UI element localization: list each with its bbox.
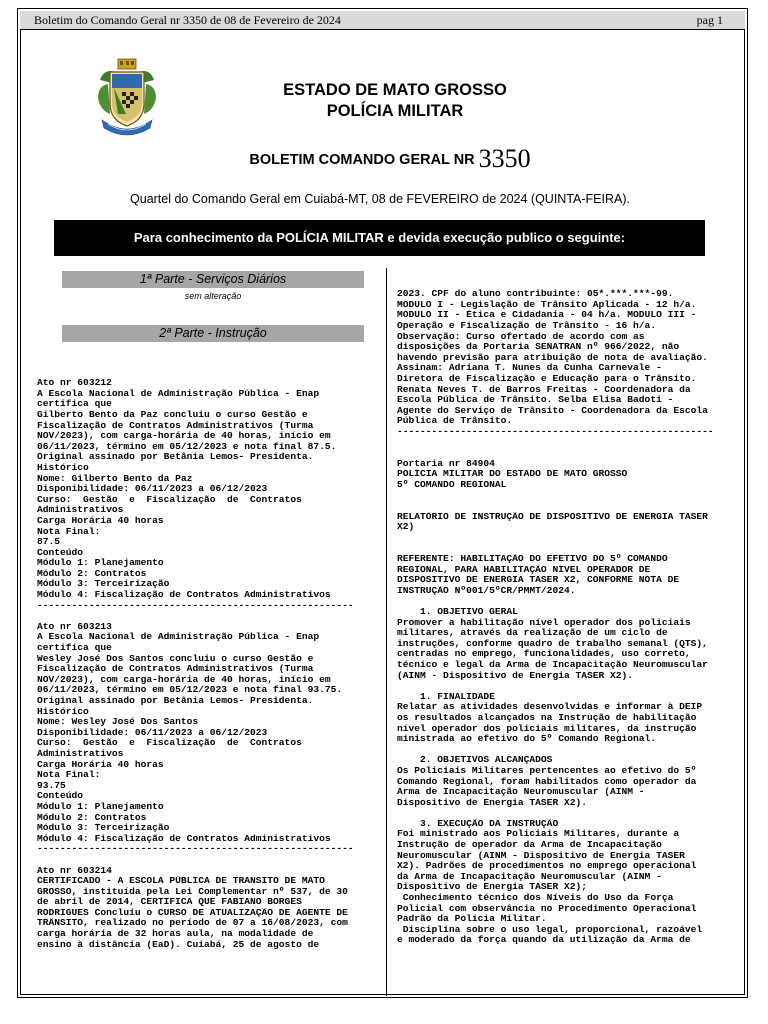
text-line: carga horária de 32 horas aula, na modalidade de xyxy=(37,929,314,940)
text-line: Módulo 2: Contratos xyxy=(37,568,147,579)
text-line: Módulo 2: Contratos xyxy=(37,812,147,823)
text-line: 2. OBJETIVOS ALCANÇADOS xyxy=(397,755,553,766)
text-line: Gilberto Bento da Paz concluiu o curso Gestão e xyxy=(37,409,308,420)
text-line: Nota Final: xyxy=(37,770,101,781)
bulletin-reference: Boletim do Comando Geral nr 3350 de 08 de Fevereiro de 2024 xyxy=(34,13,341,27)
text-line xyxy=(397,490,714,501)
text-line: Curso: Gestão e Fiscalização de Contratos xyxy=(37,494,302,505)
text-line: X2). Padrões de procedimentos no emprego operacional xyxy=(397,861,697,872)
text-line: 2023. CPF do aluno contribuinte: 05*.***.***-99. xyxy=(397,289,674,300)
text-line: Neuromuscular (AINM - Dispositivo de Energia TASER xyxy=(397,850,685,861)
text-line: ensino à distância (EaD). Cuiabá, 25 de agosto de xyxy=(37,939,320,950)
text-line: TRÂNSITO, realizado no período de 07 a 16/08/2023, com xyxy=(37,918,348,929)
text-line: Nome: Gilberto Bento da Paz xyxy=(37,473,193,484)
text-line: CERTIFICADO - A ESCOLA PÚBLICA DE TRANSITO DE MATO xyxy=(37,876,325,887)
text-line: Ato nr 603213 xyxy=(37,621,112,632)
text-line: MODULO II - Ética e Cidadania - 04 h/a. MODULO III - xyxy=(397,310,697,321)
text-line xyxy=(37,611,354,622)
text-line: Nome: Wesley José Dos Santos xyxy=(37,717,199,728)
text-line: Dispositivo de Energia TASER X2); xyxy=(397,882,587,893)
text-line: nível operador dos policiais militares, da instrução xyxy=(397,723,697,734)
text-line: 5º COMANDO REGIONAL xyxy=(397,479,507,490)
text-line xyxy=(37,855,354,866)
text-line: Observação: Curso ofertado de acordo com as xyxy=(397,331,645,342)
text-line: ministrada ao efetivo do 5º Comando Regional. xyxy=(397,734,657,745)
text-line: INSTRUÇÃO Nº001/5ºCR/PMMT/2024. xyxy=(397,585,576,596)
text-line: Renata Neves T. de Barros Freitas - Coordenadora da xyxy=(397,384,691,395)
page-header-bar xyxy=(20,11,745,30)
text-line: Módulo 1: Planejamento xyxy=(37,801,164,812)
text-line xyxy=(397,745,714,756)
text-line: 06/11/2023, término em 05/12/2023 e nota final 87.5. xyxy=(37,441,337,452)
text-line: A Escola Nacional de Administração Pública - Enap xyxy=(37,632,320,643)
right-column-text xyxy=(397,268,741,946)
text-line: Disciplina sobre o uso legal, proporcional, razoável xyxy=(397,924,703,935)
text-line: de abril de 2014, CERTIFICA QUE FABIANO BORGES xyxy=(37,897,302,908)
text-line: Módulo 3: Terceirização xyxy=(37,823,170,834)
text-line: Módulo 4: Fiscalização de Contratos Administrativos xyxy=(37,590,331,601)
text-line: Nota Final: xyxy=(37,526,101,537)
text-line: Original assinado por Betânia Lemos- Presidenta. xyxy=(37,452,314,463)
text-line: Wesley José Dos Santos concluiu o curso Gestão e xyxy=(37,653,314,664)
text-line: técnico e legal da Arma de Incapacitação Neuromuscular xyxy=(397,659,708,670)
text-line xyxy=(397,543,714,554)
page-number: pag 1 xyxy=(696,13,723,27)
text-line: Padrão da Polícia Militar. xyxy=(397,914,547,925)
text-line: 93.75 xyxy=(37,780,66,791)
text-line: instruções, conforme quadro de trabalho semanal (QTS), xyxy=(397,638,708,649)
text-line: Portaria nr 84904 xyxy=(397,458,495,469)
text-line: e moderado da força quando da utilização da Arma de xyxy=(397,935,691,946)
bulletin-label: BOLETIM COMANDO GERAL NR xyxy=(249,152,475,168)
text-line: Módulo 3: Terceirização xyxy=(37,579,170,590)
text-line: Operação e Fiscalização de Trânsito - 16 h/a. xyxy=(397,320,657,331)
text-line: REGIONAL, PARA HABILITAÇÃO NÍVEL OPERADOR DE xyxy=(397,564,651,575)
text-line: A Escola Nacional de Administração Pública - Enap xyxy=(37,388,320,399)
text-line: 06/11/2023, término em 05/12/2023 e nota final 93.75. xyxy=(37,685,343,696)
text-line: Histórico xyxy=(37,462,89,473)
text-line: disposições da Portaria SENATRAN nº 966/2022, não xyxy=(397,342,680,353)
text-line: Agente do Serviço de Trânsito - Coordenadora da Escola xyxy=(397,405,708,416)
text-line: NOV/2023), com carga-horária de 40 horas, início em xyxy=(37,431,331,442)
text-line: centradas no emprego, funcionalidades, uso correto, xyxy=(397,649,691,660)
text-line: Administrativos xyxy=(37,505,124,516)
text-line: GROSSO, instituída pela Lei Complementar nº 537, de 30 xyxy=(37,886,348,897)
text-line: Módulo 1: Planejamento xyxy=(37,558,164,569)
right-text-lines xyxy=(397,289,714,946)
text-line: certifica que xyxy=(37,399,112,410)
text-line: RODRIGUES Concluiu o CURSO DE ATUALIZAÇÃO DE AGENTE DE xyxy=(37,907,348,918)
text-line: Promover a habilitação nível operador dos policiais xyxy=(397,617,691,628)
part1-note: sem alteração xyxy=(184,291,242,301)
text-line: Fiscalização de Contratos Administrativos (Turma xyxy=(37,664,314,675)
text-line: Curso: Gestão e Fiscalização de Contratos xyxy=(37,738,302,749)
text-line xyxy=(397,448,714,459)
text-line xyxy=(397,501,714,512)
location-date-line: Quartel do Comando Geral em Cuiabá-MT, 08 de FEVEREIRO de 2024 (QUINTA-FEIRA). xyxy=(130,192,630,206)
text-line: Módulo 4: Fiscalização de Contratos Administrativos xyxy=(37,833,331,844)
text-line: os resultados alcançados na Instrução de habilitação xyxy=(397,712,697,723)
text-line: 87.5 xyxy=(37,537,61,548)
text-line: POLÍCIA MILITAR DO ESTADO DE MATO GROSSO xyxy=(397,469,628,480)
text-line: Policial com observância no Procedimento Operacional xyxy=(397,903,697,914)
bulletin-number: 3350 xyxy=(478,144,531,173)
institution-name: POLÍCIA MILITAR xyxy=(326,102,464,120)
text-line: Ato nr 603214 xyxy=(37,865,112,876)
text-line: Disponibilidade: 06/11/2023 a 06/12/2023 xyxy=(37,484,268,495)
text-line: 1. OBJETIVO GERAL xyxy=(397,607,518,617)
text-line: Conhecimento técnico dos Níveis do Uso da Força xyxy=(397,893,674,904)
text-line xyxy=(397,533,714,544)
text-line: MODULO I - Legislação de Trânsito Aplicada - 12 h/a. xyxy=(397,299,697,310)
text-line: ------------------------------------------------------- xyxy=(37,600,354,611)
text-line: Dispositivo de Energia TASER X2). xyxy=(397,797,587,808)
text-line: certifica que xyxy=(37,643,112,654)
text-line: Carga Horária 40 horas xyxy=(37,759,164,770)
text-line: Instrução de operador da Arma de Incapacitação xyxy=(397,840,662,851)
text-line: Carga Horária 40 horas xyxy=(37,515,164,526)
text-line: Fiscalização de Contratos Administrativos (Turma xyxy=(37,420,314,431)
text-line: Histórico xyxy=(37,706,89,717)
text-line: DISPOSITIVO DE ENERGIA TASER X2, CONFORME NOTA DE xyxy=(397,575,680,586)
text-line: Ato nr 603212 xyxy=(37,378,112,389)
text-line: militares, através da realização de um ciclo de xyxy=(397,628,668,639)
text-line: 1. FINALIDADE xyxy=(397,691,495,702)
text-line: RELATÓRIO DE INSTRUÇÃO DE DISPOSITIVO DE ENERGIA TASER xyxy=(397,511,708,522)
coat-of-arms-logo xyxy=(96,58,158,140)
text-line: Escola Pública de Trânsito. Selba Elisa Badoti - xyxy=(397,395,674,406)
text-line: NOV/2023), com carga-horária de 40 horas, início em xyxy=(37,674,331,685)
text-line xyxy=(397,438,714,449)
text-line: Conteúdo xyxy=(37,547,84,558)
text-line: Relatar as atividades desenvolvidas e informar à DEIP xyxy=(397,702,703,713)
left-text-lines xyxy=(37,378,354,950)
text-line: Conteúdo xyxy=(37,791,84,802)
text-line: Original assinado por Betânia Lemos- Presidenta. xyxy=(37,696,314,706)
text-line: REFERENTE: HABILITAÇÃO DO EFETIVO DO 5º COMANDO xyxy=(397,554,668,565)
text-line xyxy=(397,596,714,607)
state-name: ESTADO DE MATO GROSSO xyxy=(283,81,507,99)
text-line: Comando Regional, foram habilitados como operador da xyxy=(397,776,697,787)
text-line: Disponibilidade: 06/11/2023 a 06/12/2023 xyxy=(37,727,268,738)
text-line: Diretora de Fiscalização e Educação para o Trânsito. xyxy=(397,373,697,384)
text-line: ------------------------------------------------------- xyxy=(397,426,714,437)
text-line: Os Policiais Militares pertencentes ao efetivo do 5º xyxy=(397,765,697,776)
publication-banner: Para conhecimento da POLÍCIA MILITAR e devida execução publico o seguinte: xyxy=(54,220,705,256)
text-line: Pública de Trânsito. xyxy=(397,416,513,427)
text-line: ------------------------------------------------------- xyxy=(37,844,354,855)
left-column-text xyxy=(37,357,380,950)
document-header xyxy=(240,80,550,122)
part2-heading: 2ª Parte - Instrução xyxy=(62,325,364,342)
text-line xyxy=(397,681,714,692)
text-line: Administrativos xyxy=(37,748,124,759)
text-line: Arma de Incapacitação Neuromuscular (AINM - xyxy=(397,787,645,798)
text-line: X2) xyxy=(397,522,415,533)
text-line: (AINM - Dispositivo de Energia TASER X2). xyxy=(397,670,634,681)
text-line: Foi ministrado aos Policiais Militares, durante a xyxy=(397,829,680,840)
text-line xyxy=(397,808,714,819)
text-line: Assinam: Adriana T. Nunes da Cunha Carnevale - xyxy=(397,363,662,374)
text-line: da Arma de Incapacitação Neuromuscular (AINM - xyxy=(397,871,662,882)
part1-heading: 1ª Parte - Serviços Diários xyxy=(62,271,364,288)
column-divider xyxy=(386,268,387,996)
text-line: 3. EXECUÇÃO DA INSTRUÇÃO xyxy=(397,818,559,829)
text-line: havendo previsão para atribuição de nota de avaliação. xyxy=(397,352,708,363)
bulletin-title xyxy=(200,144,580,174)
